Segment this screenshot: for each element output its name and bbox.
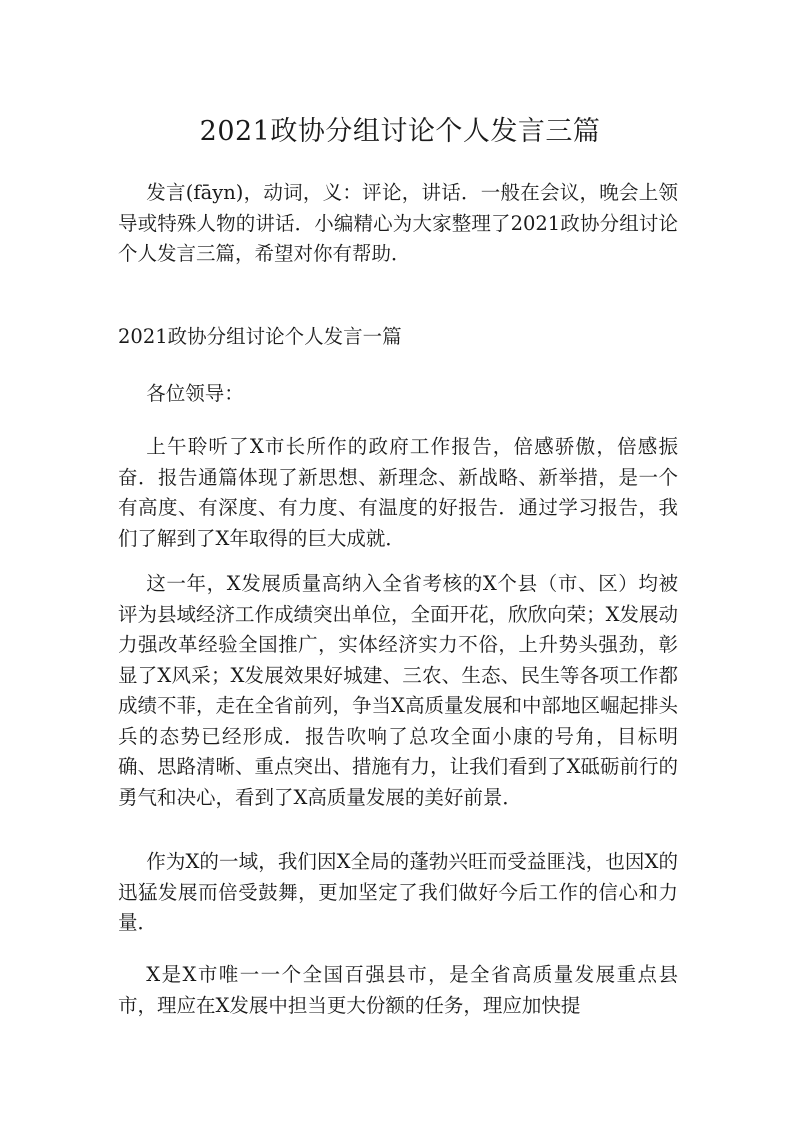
body-paragraph: X是X市唯一一个全国百强县市，是全省高质量发展重点县市，理应在X发展中担当更大份额的任务，理应加快提 [118,963,678,1017]
intro-paragraph: 发言(fāyn)，动词，义：评论，讲话．一般在会议，晚会上领导或特殊人物的讲话．小编精心为大家整理了2021政协分组讨论个人发言三篇，希望对你有帮助． [118,181,678,265]
body-paragraph: 这一年，X发展质量高纳入全省考核的X个县（市、区）均被评为县域经济工作成绩突出单位，全面开花，欣欣向荣；X发展动力强改革经验全国推广，实体经济实力不俗，上升势头强劲，彰显了X风采；X发展效果好城建、三农、生态、民生等各项工作都成绩不菲，走在全省前列，争当X高质量发展和中部地区崛起排头兵的态势已经形成．报告吹响了总攻全面小康的号角，目标明确、思路清晰、重点突出、措施有力，让我们看到了X砥砺前行的勇气和决心，看到了X高质量发展的美好前景． [118,572,678,809]
section-heading: 2021政协分组讨论个人发言一篇 [118,325,402,348]
body-paragraph: 上午聆听了X市长所作的政府工作报告，倍感骄傲，倍感振奋．报告通篇体现了新思想、新理念、新战略、新举措，是一个有高度、有深度、有力度、有温度的好报告．通过学习报告，我们了解到了X年取得的巨大成就． [118,435,678,550]
document-title: 2021政协分组讨论个人发言三篇 [199,116,601,147]
body-paragraph: 作为X的一域，我们因X全局的蓬勃兴旺而受益匪浅，也因X的迅猛发展而倍受鼓舞，更加坚定了我们做好今后工作的信心和力量． [118,850,678,934]
salutation-paragraph: 各位领导： [146,382,244,405]
